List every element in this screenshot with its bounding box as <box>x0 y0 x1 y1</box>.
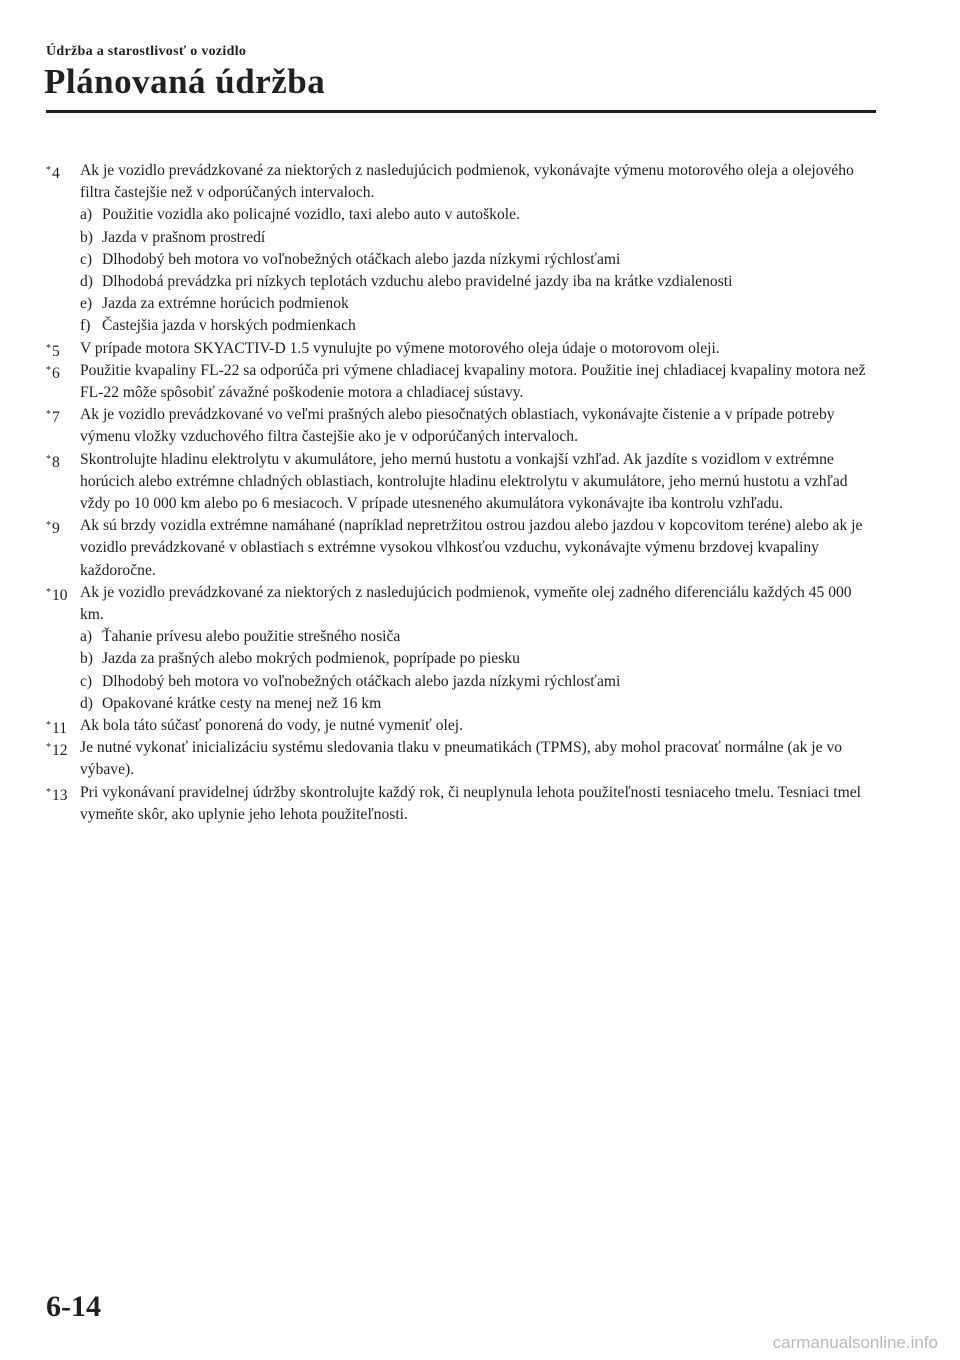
footnote-condition <box>80 227 876 249</box>
footnote-marker <box>46 160 60 185</box>
condition-label: c) <box>80 672 93 690</box>
footnote-text: Ak je vozidlo prevádzkované za niektorých z nasledujúcich podmienok, vymeňte olej zadného diferenciálu každých 45 000 km. <box>80 583 852 624</box>
title-divider <box>46 110 876 113</box>
footnote-number: 8 <box>52 453 60 471</box>
footnote-text: Ak sú brzdy vozidla extrémne namáhané (napríklad nepretržitou ostrou jazdou alebo jazdou v kopcovitom teréne) alebo ak je vozidlo prevádzkované v oblastiach s extrémne vysokou vlhkosťou vzduchu, vykonávajte výmenu brzdovej kvapaliny každoročne. <box>80 517 863 579</box>
footnote-text: Je nutné vykonať inicializáciu systému sledovania tlaku v pneumatikách (TPMS), aby mohol pracovať normálne (ak je vo výbave). <box>80 739 843 779</box>
footnote-text: Ak je vozidlo prevádzkované vo veľmi prašných alebo piesočnatých oblastiach, vykonávajte čistenie a v prípade potreby výmenu vložky vzduchového filtra častejšie ako je v odporúčaných intervaloch. <box>80 406 835 446</box>
footnote-text: Ak je vozidlo prevádzkované za niektorých z nasledujúcich podmienok, vykonávajte výmenu motorového oleja a olejového filtra častejšie než v odporúčaných intervaloch. <box>80 162 854 202</box>
footnote-condition <box>80 626 876 648</box>
footnote <box>46 160 876 338</box>
asterisk-icon: * <box>46 586 51 598</box>
footnote <box>46 782 876 826</box>
asterisk-icon: * <box>46 786 51 798</box>
footnote-condition <box>80 204 876 226</box>
footnote-number: 5 <box>52 342 60 360</box>
watermark: carmanualsonline.info <box>772 1333 938 1352</box>
footnote <box>46 582 876 715</box>
condition-text: Jazda za extrémne horúcich podmienok <box>102 295 349 313</box>
asterisk-icon: * <box>46 342 51 354</box>
condition-label: b) <box>80 228 93 246</box>
condition-label: f) <box>80 317 91 335</box>
condition-text: Dlhodobý beh motora vo voľnobežných otáčkach alebo jazda nízkymi rýchlosťami <box>102 672 621 690</box>
asterisk-icon: * <box>46 453 51 465</box>
footnote-condition <box>80 693 876 715</box>
footnote-number: 10 <box>52 586 68 604</box>
footnote-number: 11 <box>52 720 68 738</box>
footnote <box>46 338 876 360</box>
condition-label: c) <box>80 250 93 268</box>
footnote-number: 6 <box>52 364 60 382</box>
asterisk-icon: * <box>46 742 51 754</box>
footnote-marker <box>46 404 60 429</box>
condition-label: d) <box>80 273 93 291</box>
footnote-text: Pri vykonávaní pravidelnej údržby skontrolujte každý rok, či neuplynula lehota použiteľnosti tesniaceho tmelu. Tesniaci tmel vymeňte skôr, ako uplynie jeho lehota použiteľnosti. <box>80 783 861 823</box>
footnote-marker <box>46 737 68 762</box>
footnote-marker <box>46 515 60 540</box>
page-number: 6-14 <box>46 1290 101 1323</box>
footnote-number: 7 <box>52 409 60 427</box>
asterisk-icon: * <box>46 364 51 376</box>
footnote <box>46 515 876 582</box>
footnote-marker <box>46 782 68 807</box>
footnote-marker <box>46 360 60 385</box>
footnote-text: Ak bola táto súčasť ponorená do vody, je nutné vymeniť olej. <box>80 717 464 735</box>
footnote <box>46 737 876 781</box>
condition-label: a) <box>80 206 93 224</box>
footnote <box>46 360 876 404</box>
footnote-condition <box>80 315 876 337</box>
footnote-condition <box>80 648 876 670</box>
condition-text: Jazda za prašných alebo mokrých podmienok, poprípade po piesku <box>102 650 520 668</box>
asterisk-icon: * <box>46 165 51 176</box>
footnote-text: Použitie kvapaliny FL-22 sa odporúča pri výmene chladiacej kvapaliny motora. Použitie inej chladiacej kvapaliny motora než FL-22 môže spôsobiť závažné poškodenie motora a chladiacej sústavy. <box>80 361 866 402</box>
footnote-number: 9 <box>52 520 60 538</box>
footnote-text: V prípade motora SKYACTIV-D 1.5 vynulujte po výmene motorového oleja údaje o motorovom oleji. <box>80 339 720 357</box>
condition-label: d) <box>80 694 93 712</box>
asterisk-icon: * <box>46 520 51 532</box>
condition-text: Častejšia jazda v horských podmienkach <box>102 317 356 335</box>
footnote-condition <box>80 271 876 293</box>
page-title: Plánovaná údržba <box>44 62 326 101</box>
asterisk-icon: * <box>46 409 51 421</box>
footnote-text: Skontrolujte hladinu elektrolytu v akumulátore, jeho mernú hustotu a vonkajší vzhľad. Ak jazdíte s vozidlom v extrémne horúcich alebo extrémne chladných oblastiach, kontrolujte hladinu elektrolytu v akumulátore, jeho mernú hustotu a vzhľad vždy po 10 000 km alebo po 6 mesiacoch. V prípade utesneného akumulátora vykonávajte iba kontrolu vzhľadu. <box>80 450 848 513</box>
footnote-number: 13 <box>52 786 68 804</box>
footnote-marker <box>46 582 68 607</box>
footnote-marker <box>46 449 60 474</box>
condition-text: Opakované krátke cesty na menej než 16 km <box>102 694 382 712</box>
footnote <box>46 404 876 448</box>
condition-label: e) <box>80 295 93 313</box>
footnote-number: 4 <box>52 165 60 182</box>
condition-text: Dlhodobá prevádzka pri nízkych teplotách vzduchu alebo pravidelné jazdy iba na krátke vzdialenosti <box>102 273 733 291</box>
condition-label: a) <box>80 628 93 646</box>
asterisk-icon: * <box>46 720 51 732</box>
condition-text: Ťahanie prívesu alebo použitie strešného nosiča <box>102 628 401 646</box>
footnote-condition <box>80 249 876 271</box>
footnote <box>46 715 876 737</box>
footnotes-list <box>46 160 876 826</box>
footnote <box>46 449 876 516</box>
condition-text: Jazda v prašnom prostredí <box>102 228 266 246</box>
footnote-number: 12 <box>52 742 68 760</box>
footnote-condition <box>80 671 876 693</box>
condition-label: b) <box>80 650 93 668</box>
condition-text: Použitie vozidla ako policajné vozidlo, taxi alebo auto v autoškole. <box>102 206 520 224</box>
section-heading: Údržba a starostlivosť o vozidlo <box>46 44 247 59</box>
condition-text: Dlhodobý beh motora vo voľnobežných otáčkach alebo jazda nízkymi rýchlosťami <box>102 250 621 268</box>
footnote-condition <box>80 293 876 315</box>
